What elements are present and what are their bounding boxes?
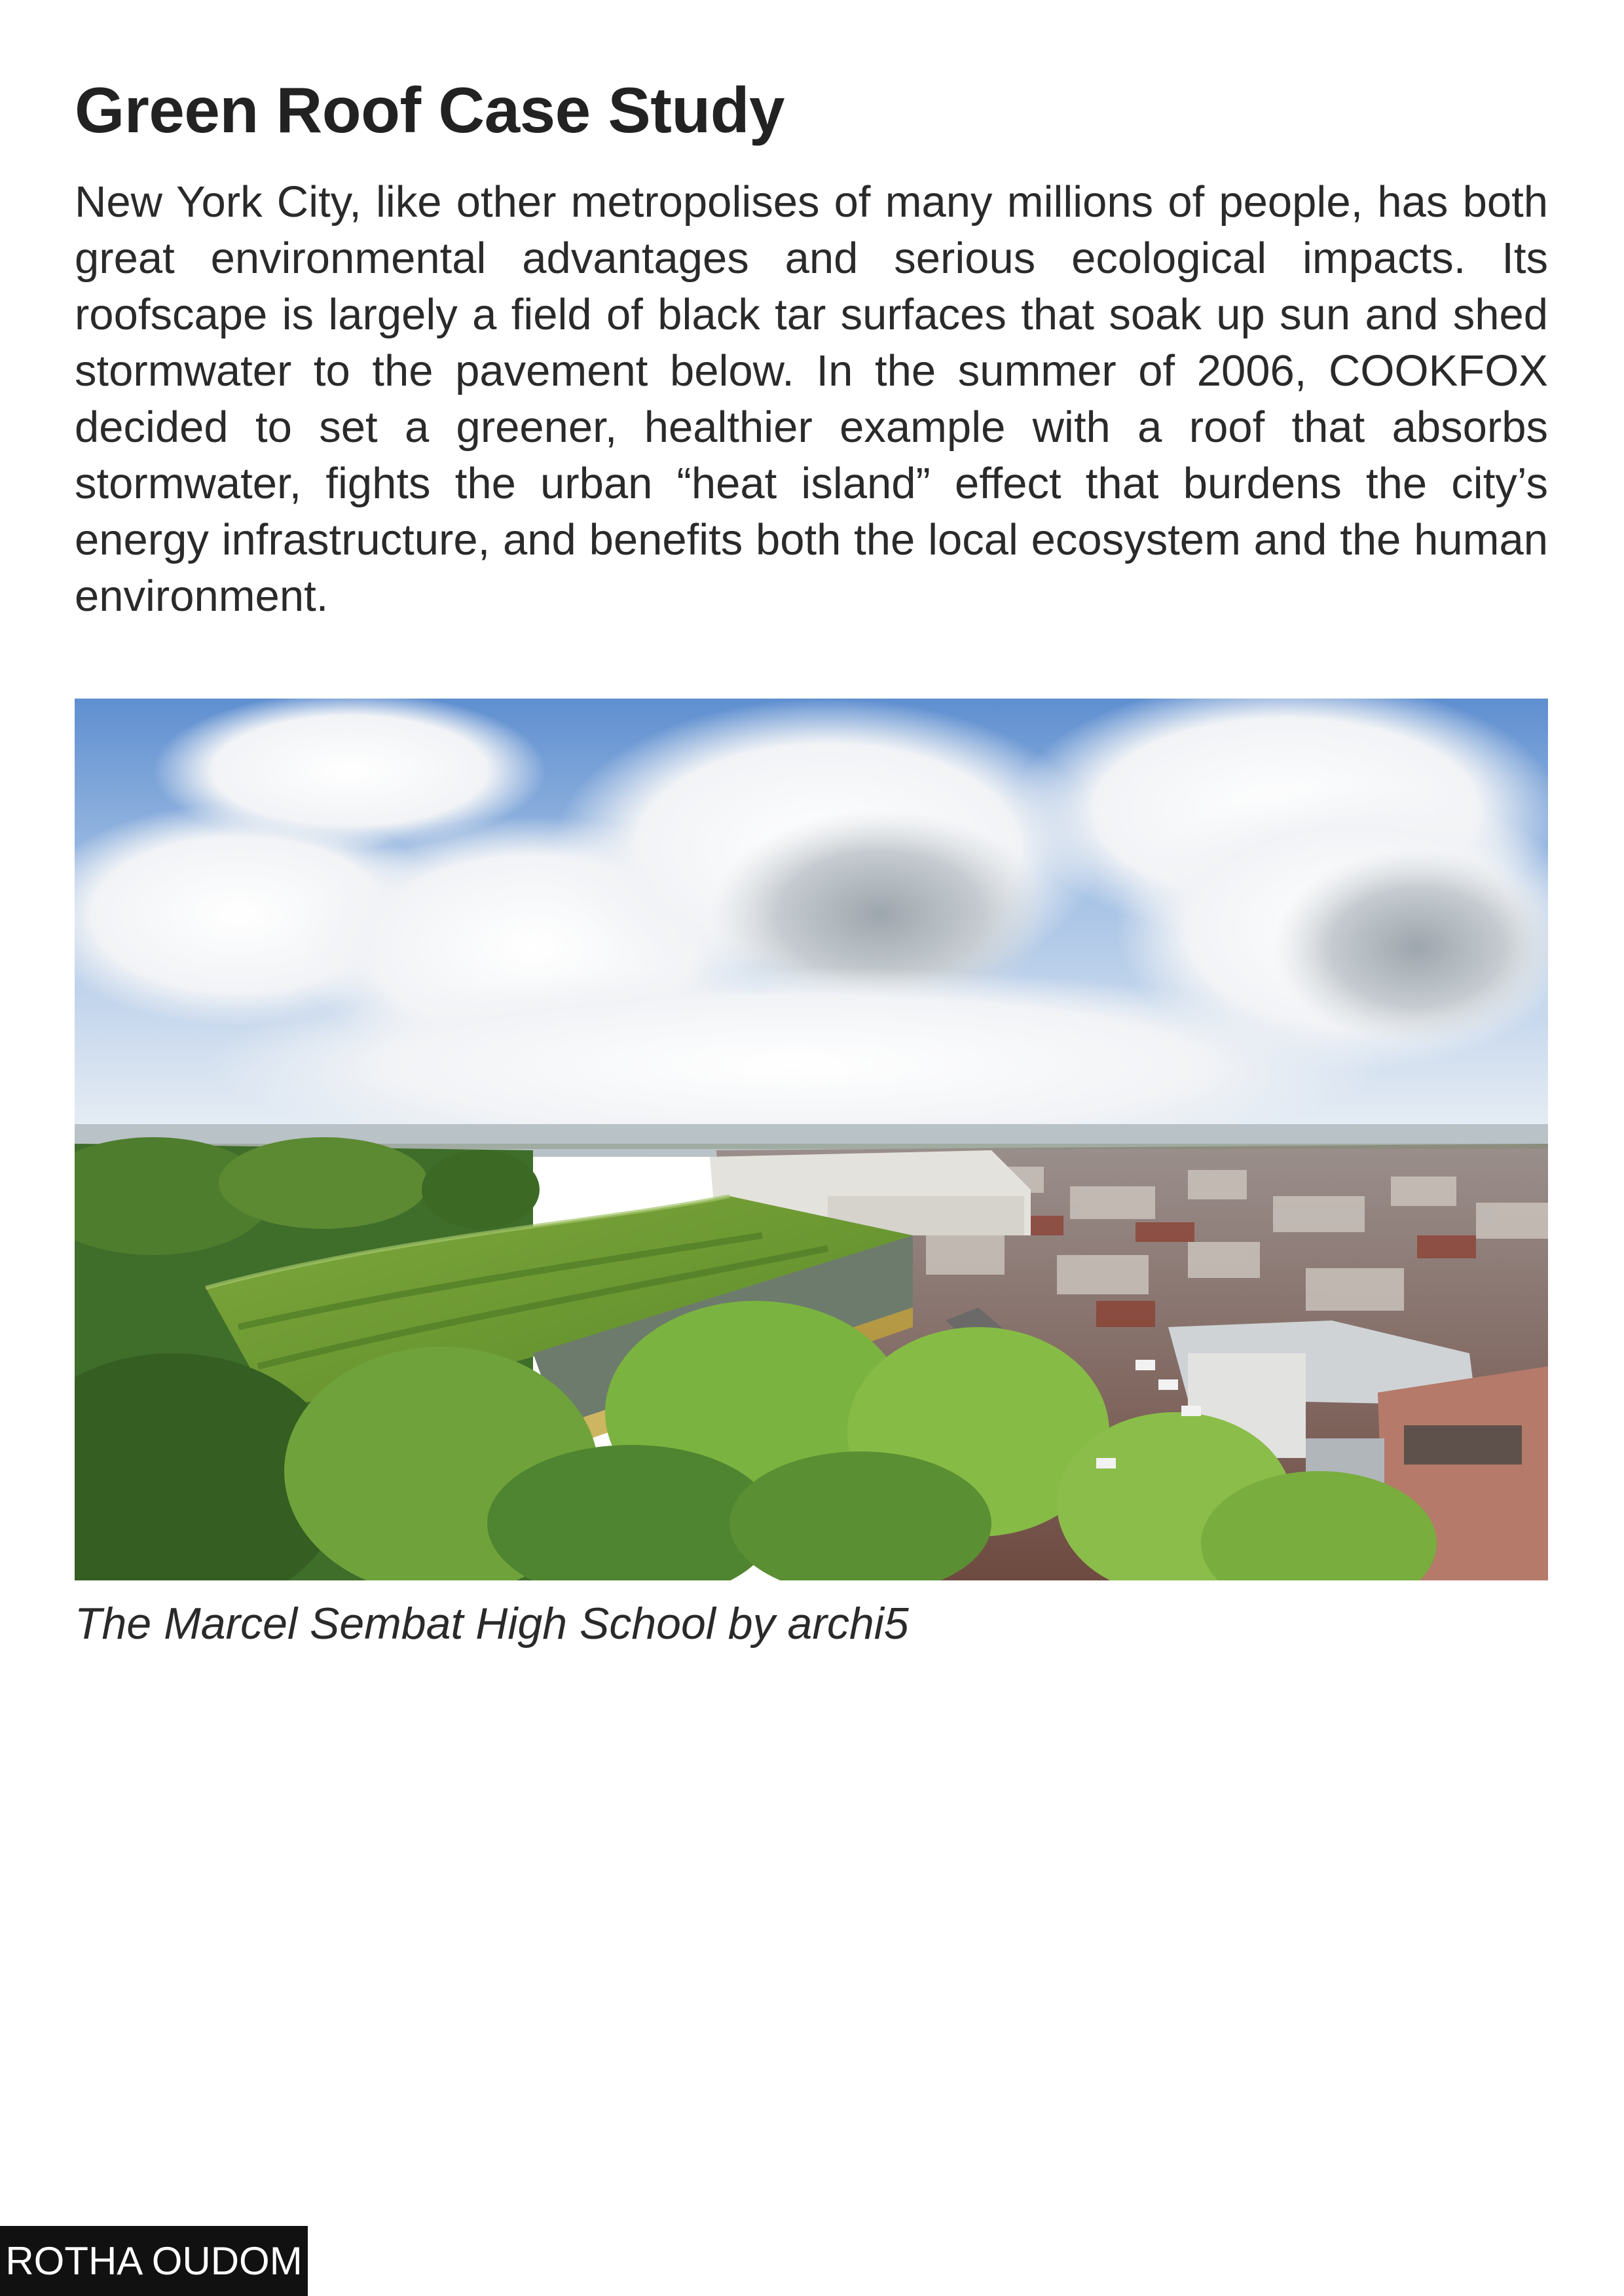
author-badge: ROTHA OUDOM: [0, 2226, 308, 2296]
figure-caption: The Marcel Sembat High School by archi5: [75, 1599, 909, 1649]
body-paragraph: New York City, like other metropolises of many millions of people, has both great environmental advantages and serious ecological impacts. Its roofscape is largely a field of black tar surfaces that soak up sun and shed stormwater to the pavement below. In the summer of 2006, COOKFOX decided to set a greener, healthier example with a roof that absorbs stormwater, fights the urban “heat island” effect that burdens the city’s energy infrastructure, and benefits both the local ecosystem and the human environment.: [75, 177, 1548, 621]
green-roof-photo: [75, 699, 1548, 1580]
page-title: Green Roof Case Study: [75, 74, 785, 146]
